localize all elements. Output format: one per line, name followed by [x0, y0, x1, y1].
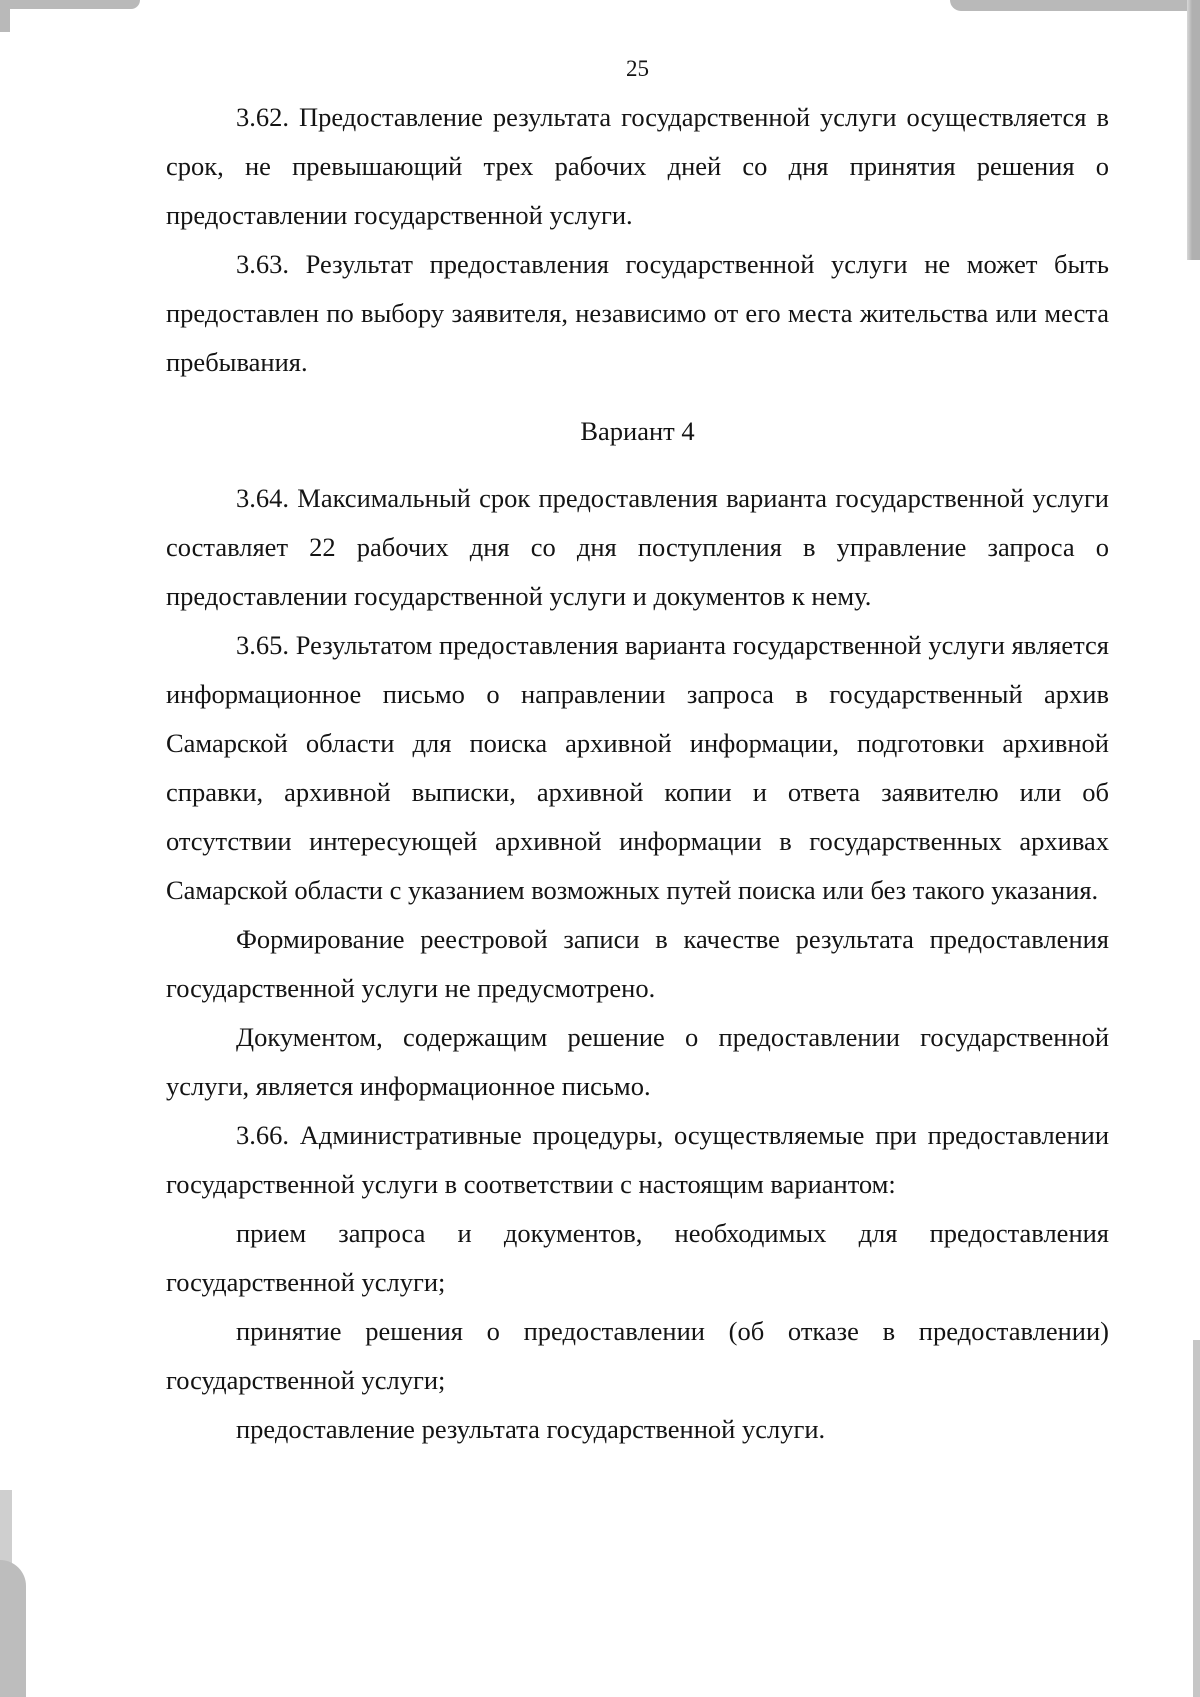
scan-edge-top-left [0, 0, 140, 9]
list-item: предоставление результата государственной услуги. [236, 1414, 826, 1444]
paragraph-3-65: 3.65. Результатом предоставления варианта государственной услуги является информационное письмо о направлении запроса в государственный архив Самарской области для поиска архивной информации, подготовки архивной справки, архивной выписки, архивной копии и ответа заявителю или об отсутствии интересующей архивной информации в государственных архивах Самарской области с указанием возможных путей поиска или без такого указания. [166, 630, 1109, 905]
scan-edge-left-bottom [0, 1560, 26, 1697]
document-body [166, 93, 1109, 1454]
paragraph-document: Документом, содержащим решение о предоставлении государственной услуги, является информационное письмо. [166, 1022, 1109, 1101]
paragraph-3-62: 3.62. Предоставление результата государственной услуги осуществляется в срок, не превышающий трех рабочих дней со дня принятия решения о предоставлении государственной услуги. [166, 102, 1109, 230]
list-item: принятие решения о предоставлении (об отказе в предоставлении) государственной услуги; [166, 1316, 1109, 1395]
scan-edge-right-top [1187, 0, 1200, 260]
section-title: Вариант 4 [580, 416, 695, 446]
scan-edge-right-bottom [1193, 1340, 1200, 1697]
paragraph-registry: Формирование реестровой записи в качестве результата предоставления государственной услуги не предусмотрено. [166, 924, 1109, 1003]
scan-edge-left-top [0, 0, 10, 32]
scan-edge-top-right [950, 0, 1200, 11]
paragraph-3-66: 3.66. Административные процедуры, осуществляемые при предоставлении государственной услуги в соответствии с настоящим вариантом: [166, 1120, 1109, 1199]
page-number: 25 [626, 56, 649, 81]
paragraph-3-63: 3.63. Результат предоставления государственной услуги не может быть предоставлен по выбору заявителя, независимо от его места жительства или места пребывания. [166, 249, 1109, 377]
list-item: прием запроса и документов, необходимых для предоставления государственной услуги; [166, 1218, 1109, 1297]
paragraph-3-64: 3.64. Максимальный срок предоставления варианта государственной услуги составляет 22 рабочих дня со дня поступления в управление запроса о предоставлении государственной услуги и документов к нему. [166, 483, 1109, 611]
